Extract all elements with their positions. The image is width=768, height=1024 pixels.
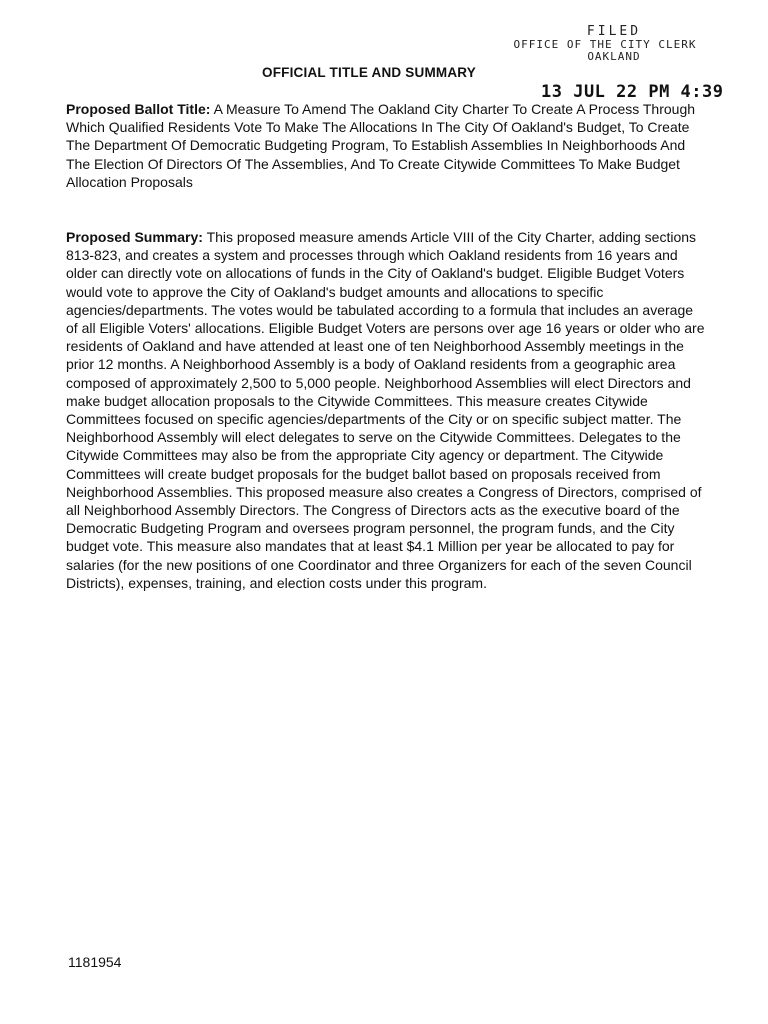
stamp-date: 13 JUL 22 PM 4:39 (541, 82, 724, 102)
ballot-title-label: Proposed Ballot Title: (66, 101, 211, 117)
summary-label: Proposed Summary: (66, 229, 203, 245)
stamp-city-text: OAKLAND (587, 50, 641, 63)
stamp-office-text: OFFICE OF THE CITY CLERK (513, 38, 697, 51)
stamp-filed-text: FILED (586, 24, 642, 39)
filed-stamp (505, 24, 705, 63)
ballot-title-text: A Measure To Amend The Oakland City Charter To Create A Process Through Which Qualified Residents Vote To Make The Allocations In The City Of Oakland's Budget, To Create The Department Of Democratic Budgeting Program, To Establish Assemblies In Neighborhoods And The Election Of Directors Of The Assemblies, And To Create Citywide Committees To Make Budget Allocation Proposals (66, 101, 696, 190)
document-number: 1181954 (68, 954, 122, 970)
summary-text: This proposed measure amends Article VIII of the City Charter, adding sections 813-823, and creates a system and processes through which Oakland residents from 16 years and older can directly vote on allocations of funds in the City of Oakland's budget. Eligible Budget Voters would vote to approve the City of Oakland's budget amounts and allocations to specific agencies/departments. The votes would be tabulated according to a formula that includes an average of all Eligible Voters' allocations. Eligible Budget Voters are persons over age 16 years or older who are residents of Oakland and have attended at least one of ten Neighborhood Assembly meetings in the prior 12 months. A Neighborhood Assembly is a body of Oakland residents from a geographic area composed of approximately 2,500 to 5,000 people. Neighborhood Assemblies will elect Directors and make budget allocation proposals to the Citywide Committees. This measure creates Citywide Committees focused on specific agencies/departments of the City or on specific subject matter. The Neighborhood Assembly will elect delegates to serve on the Citywide Committees. Delegates to the Citywide Committees may also be from the appropriate City agency or department. The Citywide Committees will create budget proposals for the budget ballot based on proposals received from Neighborhood Assemblies. This proposed measure also creates a Congress of Directors, comprised of all Neighborhood Assembly Directors. The Congress of Directors acts as the executive board of the Democratic Budgeting Program and oversees program personnel, the program funds, and the City budget vote. This measure also mandates that at least $4.1 Million per year be allocated to pay for salaries (for the new positions of one Coordinator and three Organizers for each of the seven Council Districts), expenses, training, and election costs under this program. (66, 229, 705, 591)
ballot-title-paragraph (66, 100, 706, 191)
document-title: OFFICIAL TITLE AND SUMMARY (262, 65, 476, 80)
summary-paragraph (66, 228, 706, 592)
